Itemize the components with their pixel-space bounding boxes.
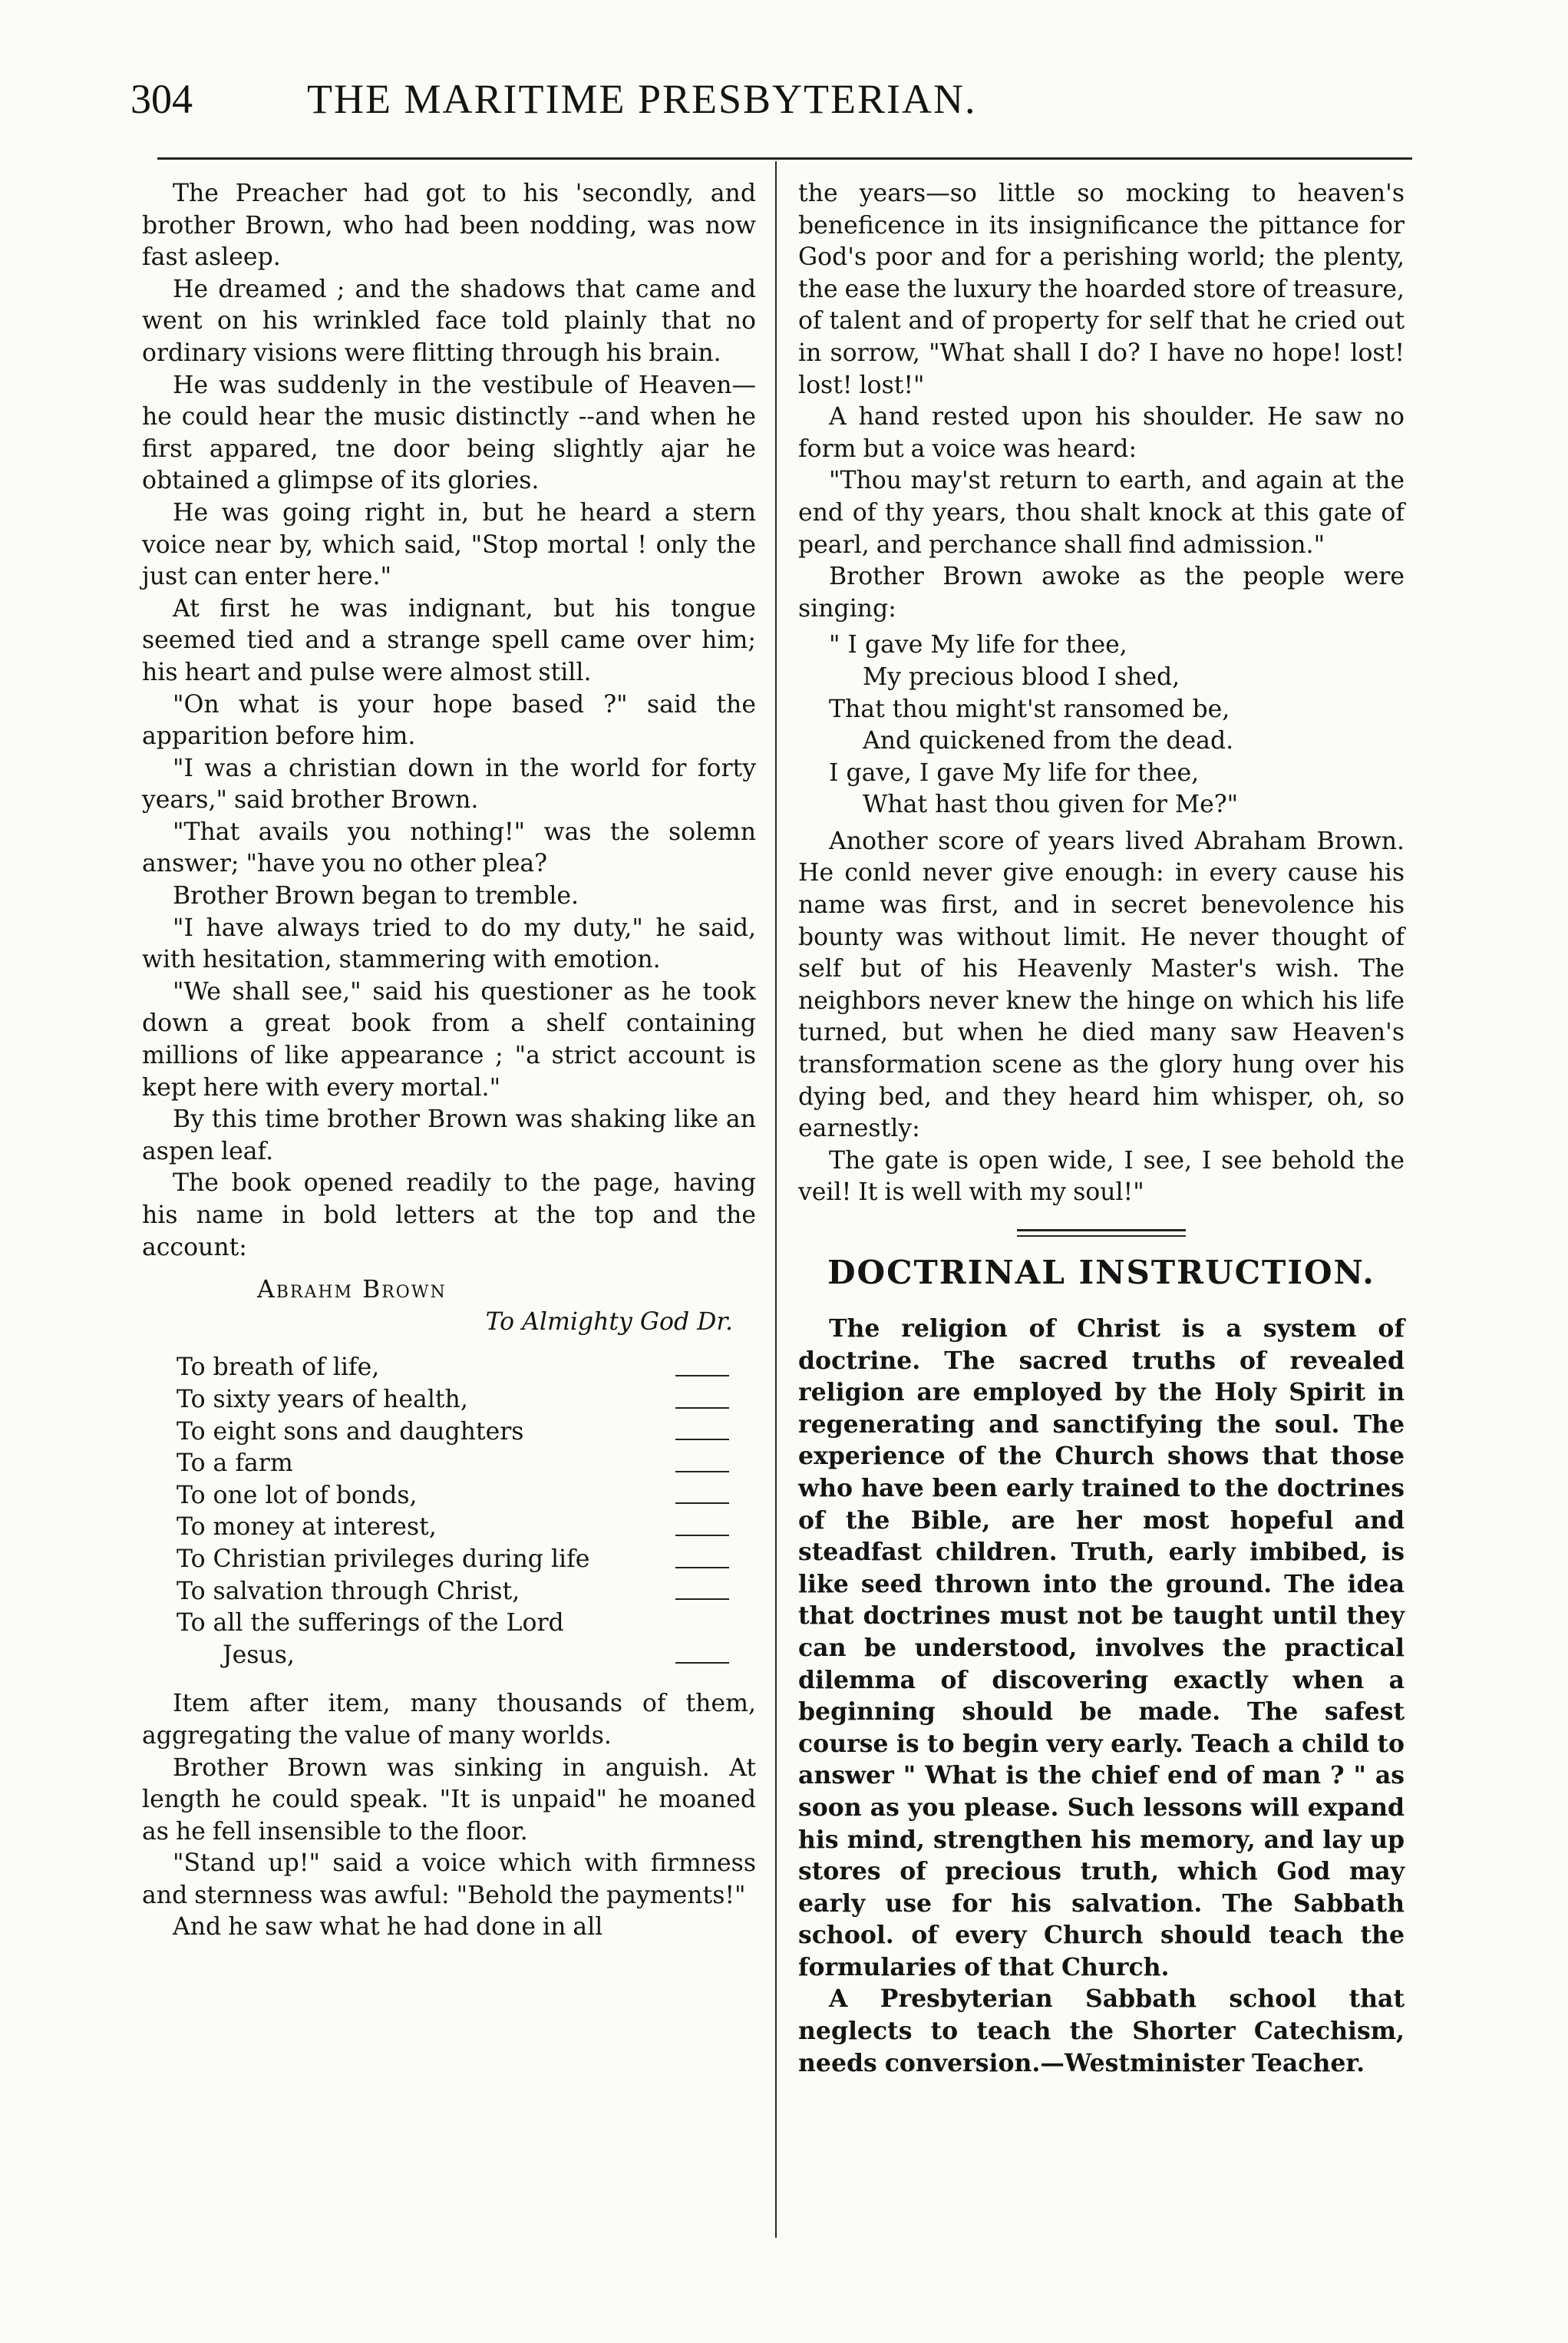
ledger-blank (675, 1578, 729, 1600)
ledger-item: To eight sons and daughters (177, 1417, 524, 1446)
ledger-item: To sixty years of health, (177, 1385, 468, 1413)
section-separator (1017, 1229, 1186, 1237)
story-paragraph: Brother Brown began to tremble. (173, 882, 579, 910)
hymn-line: " I gave My life for thee, (829, 631, 1127, 659)
account-subtitle: To Almighty God Dr. (485, 1307, 733, 1336)
doctrinal-article (798, 1313, 1405, 2079)
story-paragraph: "Thou may'st return to earth, and again at the end of thy years, thou shalt knock at this gate of pearl, and perchance shall find admission." (798, 467, 1405, 559)
ledger-item: To money at interest, (177, 1513, 437, 1542)
story-paragraph: Brother Brown awoke as the people were singing: (798, 563, 1405, 623)
ledger-row (177, 1640, 729, 1672)
ledger-row (177, 1448, 729, 1480)
ledger-blank (675, 1515, 729, 1536)
hymn-line: My precious blood I shed, (863, 663, 1180, 691)
right-column (798, 178, 1405, 2079)
story-paragraph: "I was a christian down in the world for forty years," said brother Brown. (142, 754, 756, 815)
hymn-line: And quickened from the dead. (863, 727, 1234, 755)
story-paragraph: the years—so little so mocking to heaven's beneficence in its insignificance the pittance for God's poor and for a perishing world; the plenty, the ease the luxury the hoarded store of treasure, of talent and of property for self that he cried out in sorrow, "What shall I do? I have no hope! lost! lost! lost!" (798, 180, 1405, 399)
page-number: 304 (130, 76, 193, 122)
ledger-row (177, 1608, 729, 1640)
ledger-blank (675, 1355, 729, 1376)
hymn-line: What hast thou given for Me?" (863, 791, 1239, 819)
account-name: Abrahm Brown (257, 1276, 447, 1304)
ledger-row (177, 1512, 729, 1544)
story-paragraph: The Preacher had got to his 'secondly, and brother Brown, who had been nodding, was now fast asleep. (142, 180, 756, 272)
story-paragraph: The gate is open wide, I see, I see behold the veil! It is well with my soul!" (798, 1146, 1405, 1207)
story-paragraph: He was going right in, but he heard a stern voice near by, which said, "Stop mortal ! only the just can enter here." (142, 498, 756, 591)
hymn-verse (829, 630, 1405, 821)
ledger-row (177, 1480, 729, 1512)
ledger-row (177, 1576, 729, 1608)
hymn-line: That thou might'st ransomed be, (829, 695, 1230, 723)
story-paragraph: And he saw what he had done in all (173, 1913, 603, 1941)
ledger-row (177, 1352, 729, 1384)
story-paragraph: A hand rested upon his shoulder. He saw no form but a voice was heard: (798, 403, 1405, 463)
story-paragraph: He dreamed ; and the shadows that came and went on his wrinkled face told plainly that no ordinary visions were flitting through his brain. (142, 275, 756, 367)
ledger-blank (675, 1451, 729, 1472)
article-paragraph: A Presbyterian Sabbath school that neglects to teach the Shorter Catechism, needs conversion.—Westminister Teacher. (798, 1984, 1405, 2077)
story-paragraph: "We shall see," said his questioner as he took down a great book from a shelf containing millions of like appearance ; "a strict account is kept here with every mortal." (142, 977, 756, 1102)
ledger-item: To breath of life, (177, 1353, 380, 1382)
section-heading: DOCTRINAL INSTRUCTION. (827, 1254, 1375, 1291)
story-paragraph: "I have always tried to do my duty," he said, with hesitation, stammering with emotion. (142, 914, 756, 974)
hymn-line: I gave, I gave My life for thee, (829, 758, 1200, 787)
story-paragraph: He was suddenly in the vestibule of Heaven—he could hear the music distinctly --and when he first appared, tne door being slightly ajar he obtained a glimpse of its glories. (142, 371, 756, 495)
ledger-item: To all the sufferings of the Lord (177, 1609, 564, 1637)
ledger-item: Jesus, (223, 1641, 295, 1669)
account-ledger (177, 1352, 729, 1671)
story-paragraph: "That avails you nothing!" was the solemn answer; "have you no other plea? (142, 818, 756, 878)
ledger-blank (675, 1387, 729, 1409)
ledger-blank (675, 1482, 729, 1504)
ledger-item: To salvation through Christ, (177, 1577, 520, 1605)
ledger-item: To a farm (177, 1449, 293, 1478)
story-paragraph: At first he was indignant, but his tongue seemed tied and a strange spell came over him; his heart and pulse were almost still. (142, 594, 756, 686)
story-paragraph: The book opened readily to the page, having his name in bold letters at the top and the account: (142, 1169, 756, 1261)
left-column (142, 178, 756, 1944)
story-paragraph: "On what is your hope based ?" said the apparition before him. (142, 690, 756, 751)
column-divider (775, 161, 777, 2238)
article-paragraph: The religion of Christ is a system of doctrine. The sacred truths of revealed religion are employed by the Holy Spirit in regenerating and sanctifying the soul. The experience of the Church shows that those who have been early trained to the doctrines of the Bible, are her most hopeful and steadfast children. Truth, early imbibed, is like seed thrown into the ground. The idea that doctrines must not be taught until they can be understood, involves the practical dilemma of discovering exactly when a beginning should be made. The safest course is to begin very early. Teach a child to answer " What is the chief end of man ? " as soon as you please. Such lessons will expand his mind, strengthen his memory, and lay up stores of precious truth, which God may early use for his salvation. The Sabbath school. of every Church should teach the formularies of that Church. (798, 1314, 1405, 1981)
story-paragraph: Item after item, many thousands of them, aggregating the value of many worlds. (142, 1690, 756, 1750)
ledger-item: To one lot of bonds, (177, 1481, 418, 1509)
ledger-item: To Christian privileges during life (177, 1545, 590, 1573)
ledger-row (177, 1384, 729, 1416)
running-head (130, 75, 1435, 129)
ledger-row (177, 1416, 729, 1449)
ledger-blank (675, 1419, 729, 1440)
publication-title: THE MARITIME PRESBYTERIAN. (307, 76, 977, 122)
ledger-blank (675, 1642, 729, 1664)
ledger-blank (675, 1547, 729, 1568)
ledger-row (177, 1544, 729, 1576)
story-paragraph: Another score of years lived Abraham Brown. He conld never give enough: in every cause his name was first, and in secret benevolence his bounty was without limit. He never thought of self but of his Heavenly Master's wish. The neighbors never knew the hinge on which his life turned, but when he died many saw Heaven's transformation scene as the glory hung over his dying bed, and they heard him whisper, oh, so earnestly: (798, 827, 1405, 1143)
story-paragraph: "Stand up!" said a voice which with firmness and sternness was awful: "Behold the payments!" (142, 1849, 756, 1909)
story-paragraph: Brother Brown was sinking in anguish. At length he could speak. "It is unpaid" he moaned as he fell insensible to the floor. (142, 1753, 756, 1846)
story-paragraph: By this time brother Brown was shaking like an aspen leaf. (142, 1105, 756, 1165)
header-rule (157, 157, 1412, 160)
